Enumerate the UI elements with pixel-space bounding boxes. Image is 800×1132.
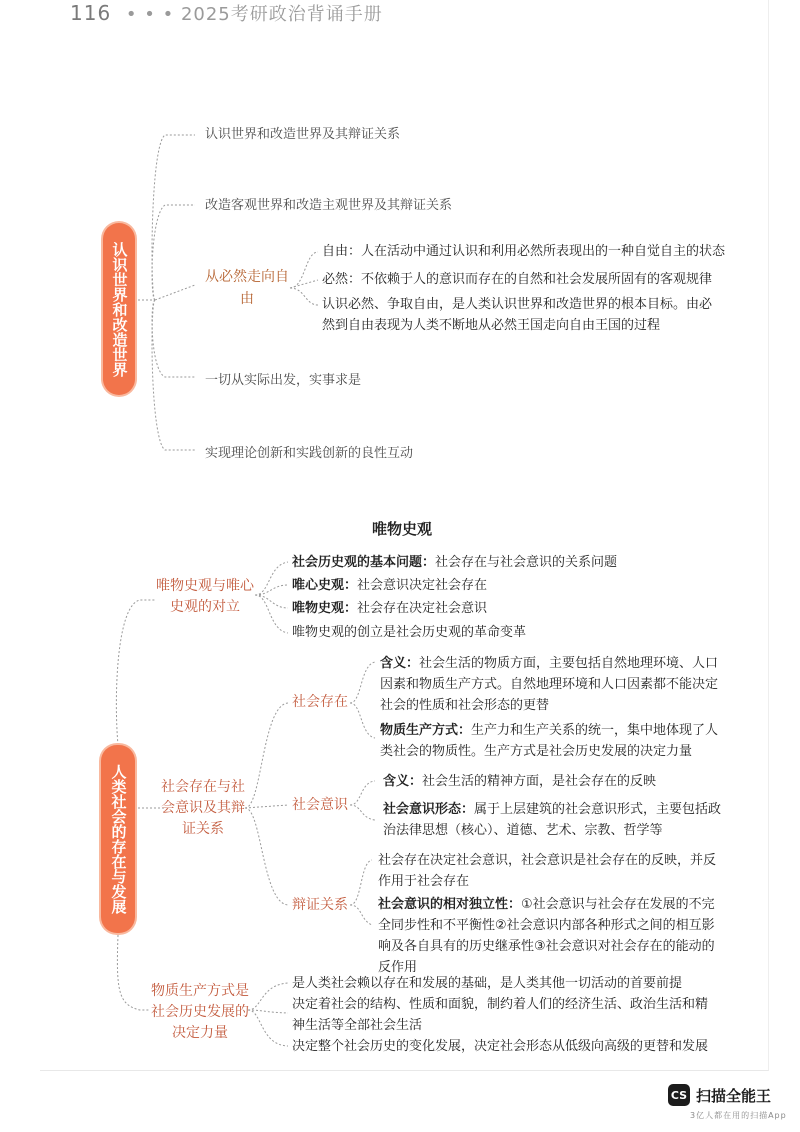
list-item: 是人类社会赖以存在和发展的基础，是人类其他一切活动的首要前提 (292, 976, 683, 991)
branch-knowing-transforming: 认识世界和改造世界及其辩证关系 (205, 127, 401, 142)
branch-objective-subjective: 改造客观世界和改造主观世界及其辩证关系 (205, 198, 453, 213)
branch-innovation: 实现理论创新和实践创新的良性互动 (205, 446, 414, 461)
header-dots: • • • (125, 4, 175, 25)
list-item: 唯心史观：社会意识决定社会存在 (292, 578, 488, 593)
book-title: 2025考研政治背诵手册 (180, 4, 383, 25)
list-item: 决定着社会的结构、性质和面貌，制约着人们的经济生活、政治生活和精神生活等全部社会生活 (292, 997, 709, 1033)
node-social-existence: 社会存在 (292, 694, 348, 710)
existence-meaning: 含义：社会生活的物质方面，主要包括自然地理环境、人口因素和物质生产方式。自然地理环境和人口因素都不能决定社会的性质和社会形态的更替 (380, 656, 719, 713)
root-node-human-society: 人类社会的存在与发展 (101, 745, 135, 933)
branch-materialism-vs-idealism: 唯物史观与唯心史观的对立 (156, 578, 254, 615)
existence-production-mode: 物质生产方式：生产力和生产关系的统一，集中地体现了人类社会的物质性。生产方式是社会历史发展的决定力量 (380, 723, 719, 759)
list-item: 社会历史观的基本问题：社会存在与社会意识的关系问题 (292, 555, 618, 570)
list-item: 唯物史观：社会存在决定社会意识 (292, 601, 488, 616)
branch-necessity-to-freedom: 从必然走向自由 (205, 269, 289, 307)
consciousness-ideology-forms: 社会意识形态：属于上层建筑的社会意识形式，主要包括政治法律思想（核心）、道德、艺术、宗教、哲学等 (383, 802, 722, 838)
leaf-necessity: 必然：不依赖于人的意识而存在的自然和社会发展所固有的客观规律 (322, 272, 713, 287)
leaf-goal: 认识必然、争取自由，是人类认识世界和改造世界的根本目标。由必然到自由表现为人类不断地从必然王国走向自由王国的过程 (322, 297, 713, 333)
node-dialectic-relation: 辩证关系 (292, 897, 348, 913)
scanner-watermark (668, 1084, 771, 1106)
list-item: 唯物史观的创立是社会历史观的革命变革 (292, 625, 527, 640)
page-number: 116 (70, 1, 112, 25)
branch-production-mode-decisive: 物质生产方式是社会历史发展的决定力量 (151, 983, 249, 1041)
section-title-historical-materialism: 唯物史观 (372, 520, 433, 538)
camscanner-logo-icon: CS (668, 1084, 690, 1106)
list-item: 决定整个社会历史的变化发展，决定社会形态从低级向高级的更替和发展 (292, 1039, 709, 1054)
branch-seek-truth: 一切从实际出发，实事求是 (205, 373, 362, 388)
watermark-tagline: 3亿人都在用的扫描App (690, 1111, 787, 1120)
root-node-understand-world: 认识世界和改造世界 (103, 223, 135, 395)
branch-existence-consciousness: 社会存在与社会意识及其辩证关系 (161, 779, 245, 837)
leaf-freedom: 自由：人在活动中通过认识和利用必然所表现出的一种自觉自主的状态 (322, 244, 726, 259)
dialectic-relative-independence: 社会意识的相对独立性：①社会意识与社会存在发展的不完全同步性和不平衡性②社会意识内部各种形式之间的相互影响及各自具有的历史继承性③社会意识对社会存在的能动的反作用 (378, 897, 715, 975)
consciousness-meaning: 含义：社会生活的精神方面，是社会存在的反映 (383, 774, 657, 789)
watermark-app-name: 扫描全能王 (696, 1086, 772, 1105)
node-social-consciousness: 社会意识 (292, 797, 348, 813)
dialectic-determination: 社会存在决定社会意识，社会意识是社会存在的反映，并反作用于社会存在 (378, 853, 717, 889)
